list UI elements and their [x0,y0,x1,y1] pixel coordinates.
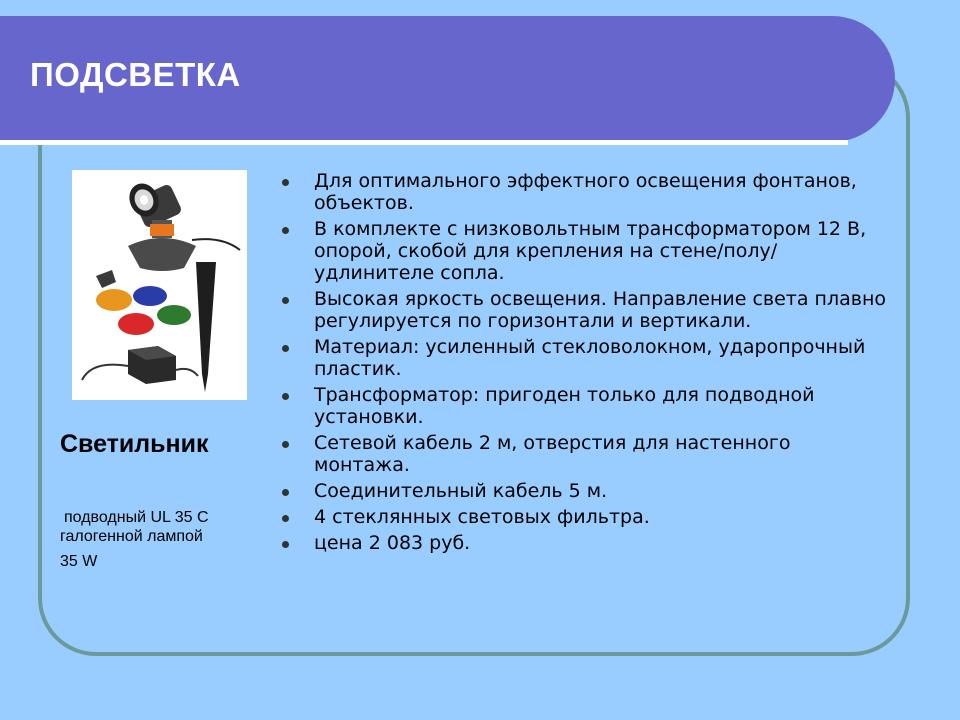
filter-orange-icon [96,289,132,311]
bullet-icon [282,297,289,304]
bullet-icon [282,179,289,186]
list-item: Для оптимального эффектного освещения фонтанов, объектов. [280,170,890,214]
list-item: Трансформатор: пригоден только для подводной установки. [280,384,890,428]
filter-blue-icon [133,286,167,306]
caption-line-3: 35 W [60,553,98,570]
list-item: Сетевой кабель 2 м, отверстия для настенного монтажа. [280,432,890,476]
transformer-icon [128,346,176,384]
bullet-icon [282,393,289,400]
bullet-icon [282,541,289,548]
feature-list [280,170,890,558]
bullet-icon [282,489,289,496]
list-item: Материал: усиленный стекловолокном, ударопрочный пластик. [280,336,890,380]
underwater-lamp-illustration [72,170,247,400]
bullet-icon [282,227,289,234]
product-caption-description [60,508,275,571]
slide-title: ПОДСВЕТКА [30,56,241,93]
product-photo [72,170,247,400]
list-item: Соединительный кабель 5 м. [280,480,890,502]
list-item: цена 2 083 руб. [280,532,890,554]
bullet-icon [282,345,289,352]
bullet-icon [282,515,289,522]
list-item: В комплекте с низковольтным трансформатором 12 В, опорой, скобой для крепления на стене/полу/удлинителе сопла. [280,218,890,284]
product-caption-title: Светильник [60,430,209,458]
filter-red-icon [118,313,154,335]
bullet-icon [282,441,289,448]
title-underline [0,140,848,145]
caption-line-1: подводный UL 35 C [64,509,209,526]
caption-line-2: галогенной лампой [60,528,203,545]
list-item: Высокая яркость освещения. Направление света плавно регулируется по горизонтали и вертикали. [280,288,890,332]
list-item: 4 стеклянных световых фильтра. [280,506,890,528]
filter-green-icon [157,305,191,325]
